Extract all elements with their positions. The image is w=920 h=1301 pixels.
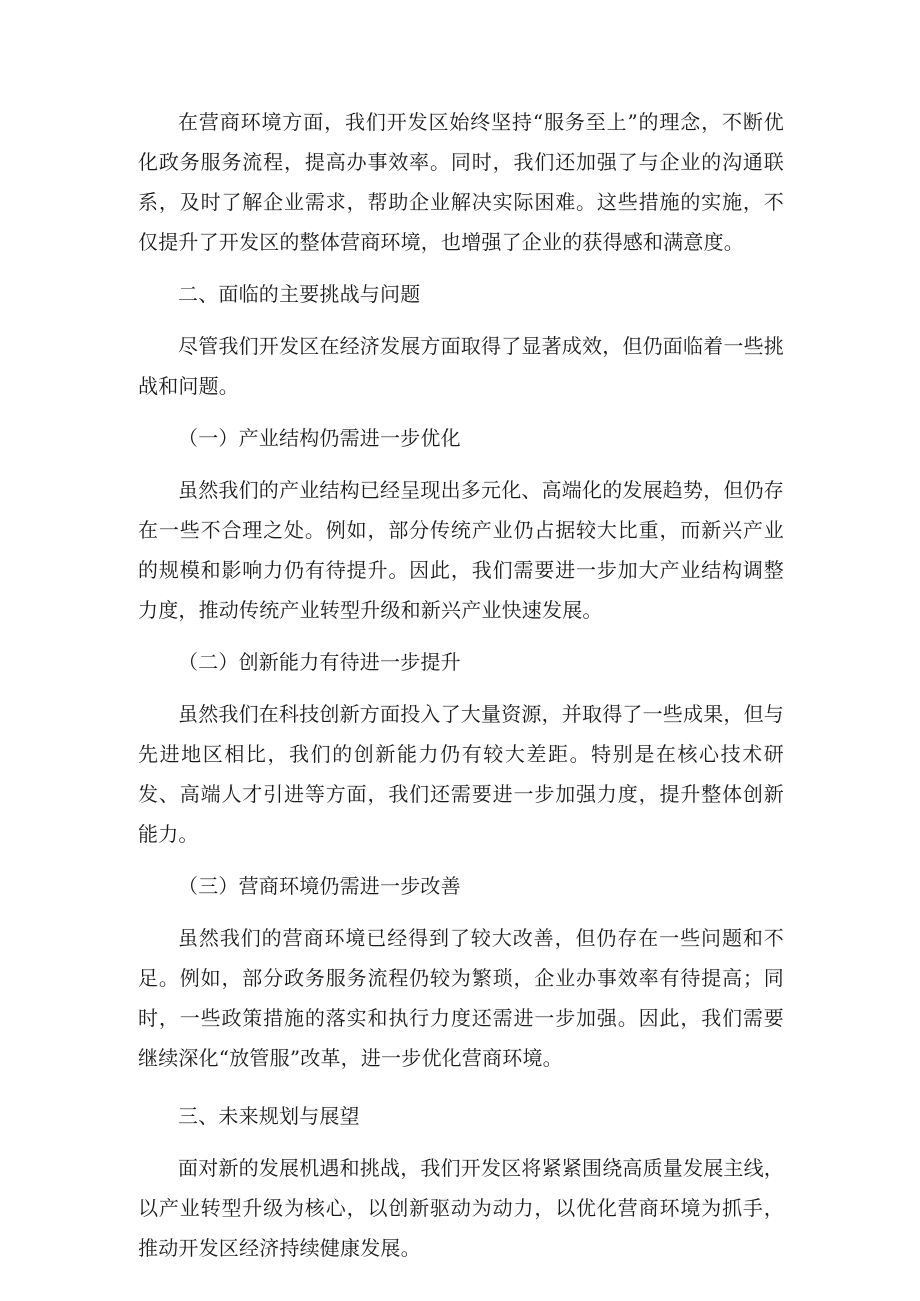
subheading-business-environment: （三）营商环境仍需进一步改善 [178, 874, 461, 898]
paragraph-business-environment: 在营商环境方面，我们开发区始终坚持“服务至上”的理念，不断优化政务服务流程，提高办事效率。同时，我们还加强了与企业的沟通联系，及时了解企业需求，帮助企业解决实际困难。这些措施的实施，不仅提升了开发区的整体营商环境，也增强了企业的获得感和满意度。 [138, 110, 784, 254]
section-heading-challenges: 二、面临的主要挑战与问题 [178, 282, 421, 306]
paragraph-innovation: 虽然我们在科技创新方面投入了大量资源，并取得了一些成果，但与先进地区相比，我们的创新能力仍有较大差距。特别是在核心技术研发、高端人才引进等方面，我们还需要进一步加强力度，提升整体创新能力。 [138, 702, 784, 846]
document-page [138, 102, 784, 1268]
paragraph-industrial-structure: 虽然我们的产业结构已经呈现出多元化、高端化的发展趋势，但仍存在一些不合理之处。例如，部分传统产业仍占据较大比重，而新兴产业的规模和影响力仍有待提升。因此，我们需要进一步加大产业结构调整力度，推动传统产业转型升级和新兴产业快速发展。 [138, 478, 784, 622]
paragraph-challenges-intro: 尽管我们开发区在经济发展方面取得了显著成效，但仍面临着一些挑战和问题。 [138, 334, 784, 398]
paragraph-business-environment-improvement: 虽然我们的营商环境已经得到了较大改善，但仍存在一些问题和不足。例如，部分政务服务流程仍较为繁琐，企业办事效率有待提高；同时，一些政策措施的落实和执行力度还需进一步加强。因此，我们需要继续深化“放管服”改革，进一步优化营商环境。 [138, 926, 784, 1070]
subheading-innovation: （二）创新能力有待进一步提升 [178, 650, 461, 674]
section-heading-future-plan: 三、未来规划与展望 [178, 1104, 360, 1128]
subheading-industrial-structure: （一）产业结构仍需进一步优化 [178, 426, 461, 450]
paragraph-future-plan: 面对新的发展机遇和挑战，我们开发区将紧紧围绕高质量发展主线，以产业转型升级为核心，以创新驱动为动力，以优化营商环境为抓手，推动开发区经济持续健康发展。 [138, 1156, 784, 1260]
